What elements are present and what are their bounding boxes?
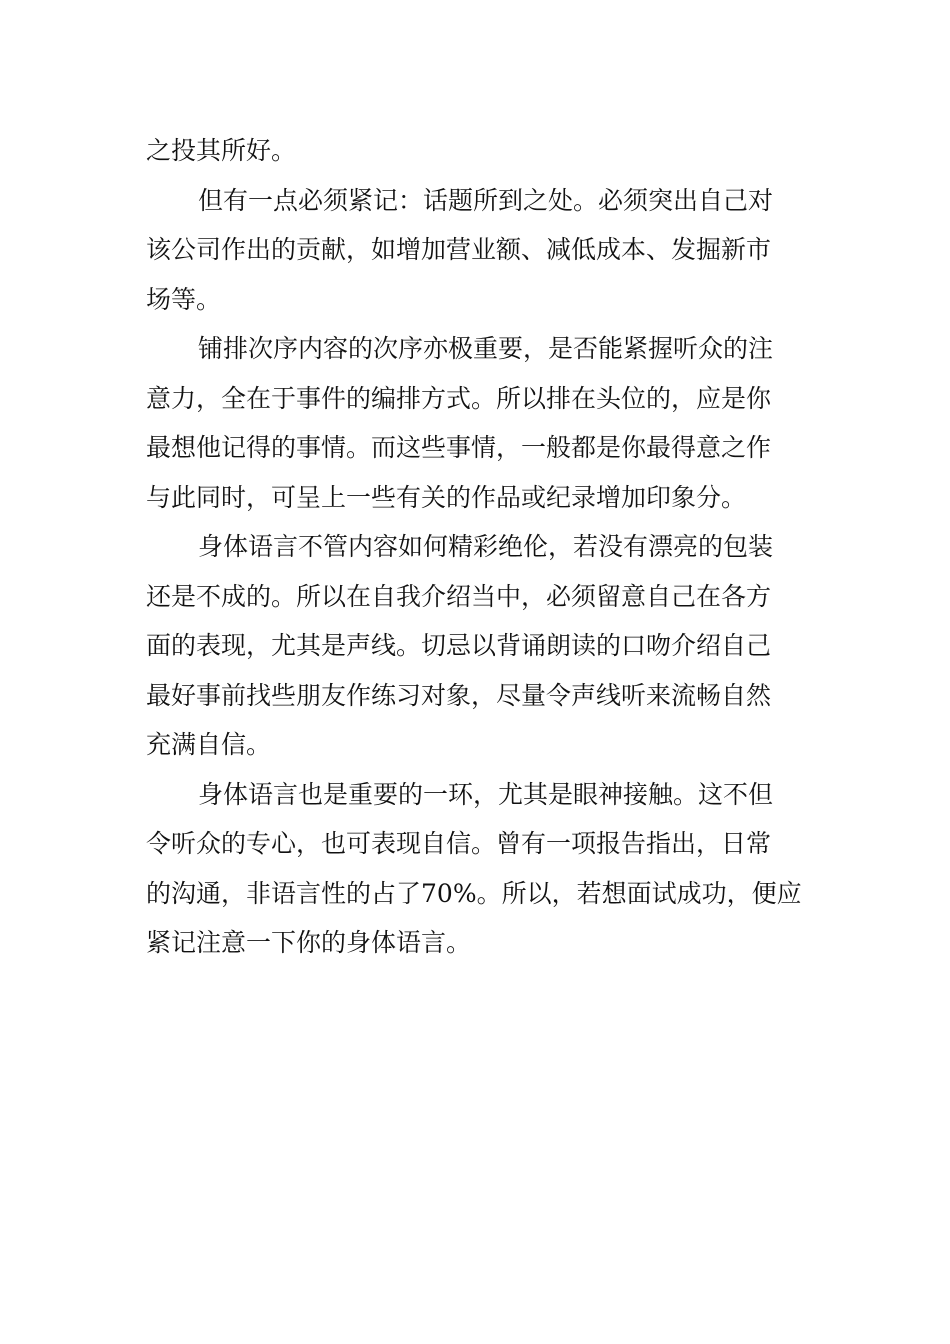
paragraph-line: 意力，全在于事件的编排方式。所以排在头位的，应是你 (146, 383, 772, 413)
paragraph-line: 身体语言不管内容如何精彩绝伦，若没有漂亮的包装 (198, 532, 774, 561)
document-body (146, 126, 806, 968)
paragraph-line: 令听众的专心，也可表现自信。曾有一项报告指出，日常 (146, 829, 772, 858)
paragraph-line: 最好事前找些朋友作练习对象，尽量令声线听来流畅自然 (146, 680, 772, 710)
paragraph-line: 还是不成的。所以在自我介绍当中，必须留意自己在各方 (146, 581, 772, 611)
paragraph-line: 与此同时，可呈上一些有关的作品或纪录增加印象分。 (146, 482, 747, 512)
paragraph-line: 的沟通，非语言性的占了70%。所以，若想面试成功，便应 (146, 878, 802, 908)
paragraph-line: 最想他记得的事情。而这些事情，一般都是你最得意之作 (146, 433, 772, 462)
paragraph-line: 充满自信。 (146, 730, 272, 759)
paragraph-line: 但有一点必须紧记：话题所到之处。必须突出自己对 (198, 185, 774, 215)
paragraph-line: 该公司作出的贡献，如增加营业额、减低成本、发掘新市 (146, 235, 772, 264)
paragraph-line: 铺排次序内容的次序亦极重要，是否能紧握听众的注 (198, 334, 774, 363)
paragraph-line: 身体语言也是重要的一环，尤其是眼神接触。这不但 (198, 779, 774, 809)
paragraph-line: 场等。 (146, 284, 222, 314)
paragraph-line: 面的表现，尤其是声线。切忌以背诵朗读的口吻介绍自己 (146, 631, 772, 660)
paragraph-line: 之投其所好。 (146, 136, 297, 165)
paragraph-line: 紧记注意一下你的身体语言。 (146, 928, 472, 957)
